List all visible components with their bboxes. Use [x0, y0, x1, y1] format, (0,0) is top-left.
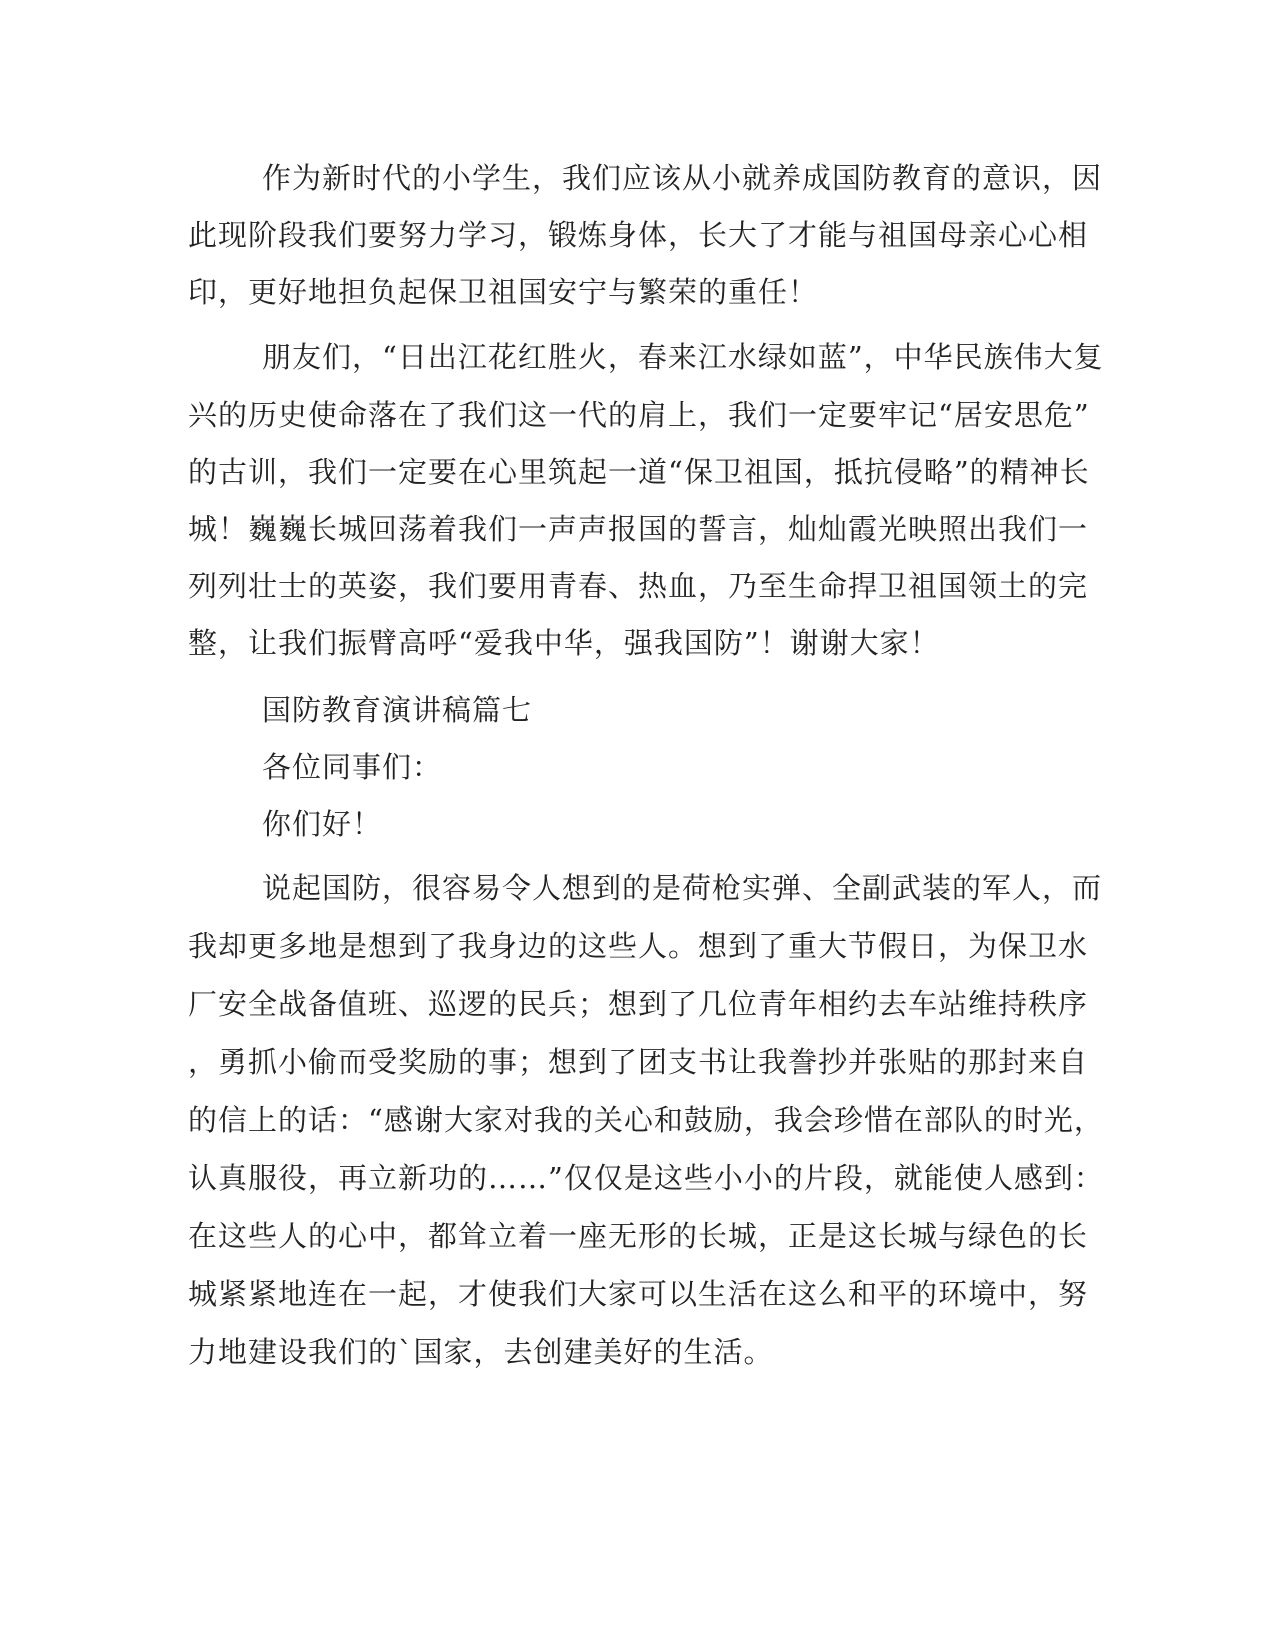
text-line: 印，更好地担负起保卫祖国安宁与繁荣的重任！ — [188, 275, 819, 309]
text-line: 城！巍巍长城回荡着我们一声声报国的誓言，灿灿霞光映照出我们一 — [188, 512, 1089, 546]
text-line: 兴的历史使命落在了我们这一代的肩上，我们一定要牢记“居安思危” — [188, 398, 1090, 432]
text-line: 在这些人的心中，都耸立着一座无形的长城，正是这长城与绿色的长 — [188, 1219, 1089, 1253]
text-line: 认真服役，再立新功的……”仅仅是这些小小的片段，就能使人感到： — [188, 1161, 1104, 1195]
text-line: 此现阶段我们要努力学习，锻炼身体，长大了才能与祖国母亲心心相 — [188, 218, 1089, 252]
text-line: ，勇抓小偷而受奖励的事；想到了团支书让我誊抄并张贴的那封来自 — [188, 1045, 1089, 1079]
text-line: 厂安全战备值班、巡逻的民兵；想到了几位青年相约去车站维持秩序 — [188, 987, 1089, 1021]
text-line: 城紧紧地连在一起，才使我们大家可以生活在这么和平的环境中，努 — [188, 1277, 1089, 1311]
text-line: 说起国防，很容易令人想到的是荷枪实弹、全副武装的军人，而 — [262, 871, 1103, 905]
text-line: 作为新时代的小学生，我们应该从小就养成国防教育的意识，因 — [262, 161, 1103, 195]
text-line: 朋友们，“日出江花红胜火，春来江水绿如蓝”，中华民族伟大复 — [262, 340, 1104, 374]
text-line: 我却更多地是想到了我身边的这些人。想到了重大节假日，为保卫水 — [188, 929, 1089, 963]
text-line: 力地建设我们的`国家，去创建美好的生活。 — [188, 1335, 774, 1369]
salutation: 各位同事们： — [262, 750, 443, 784]
text-line: 的古训，我们一定要在心里筑起一道“保卫祖国，抵抗侵略”的精神长 — [188, 455, 1090, 489]
greeting: 你们好！ — [262, 807, 383, 841]
section-heading: 国防教育演讲稿篇七 — [262, 693, 533, 727]
text-line: 的信上的话：“感谢大家对我的关心和鼓励，我会珍惜在部队的时光， — [188, 1103, 1104, 1137]
text-line: 列列壮士的英姿，我们要用青春、热血，乃至生命捍卫祖国领土的完 — [188, 569, 1089, 603]
text-line: 整，让我们振臂高呼“爱我中华，强我国防”！谢谢大家！ — [188, 626, 940, 660]
